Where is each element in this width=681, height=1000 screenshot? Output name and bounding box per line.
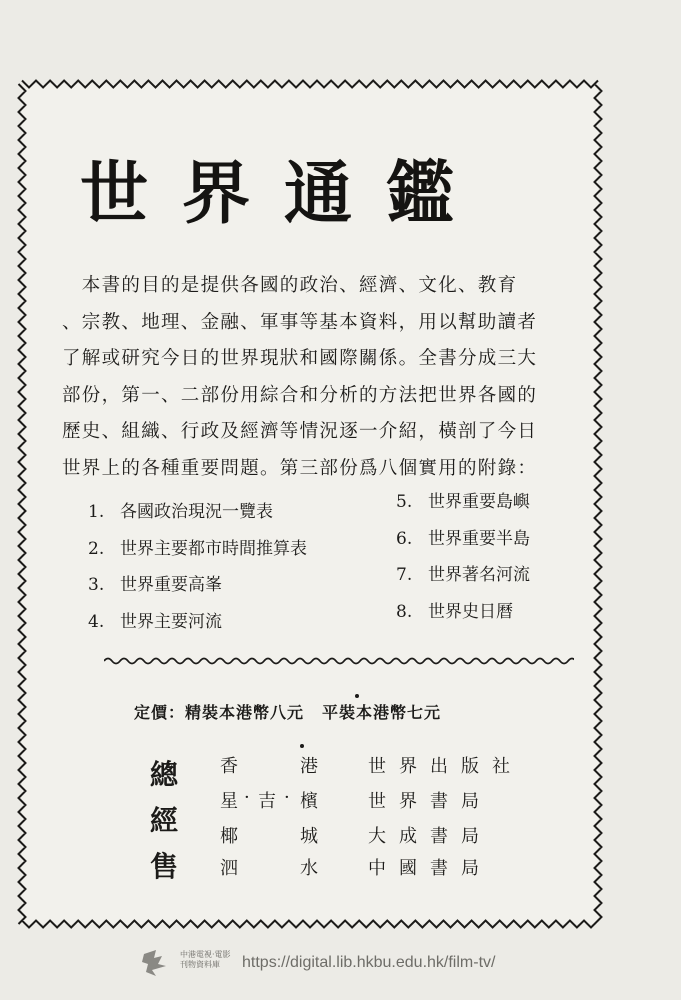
distributor-name: 中國書局 (368, 858, 492, 879)
intro-line: 部份，第一、二部份用綜合和分析的方法把世界各國的 (62, 384, 538, 406)
wavy-divider (104, 655, 574, 667)
intro-line: 了解或研究今日的世界現狀和國際關係。全書分成三大 (62, 348, 538, 370)
appendix-item: 7. 世界著名河流 (396, 565, 530, 585)
distributor-name: 大成書局 (368, 826, 492, 847)
book-title: 世界通鑑 (80, 155, 489, 234)
intro-line: 歷史、組織、行政及經濟等情況逐一介紹，橫剖了今日 (62, 421, 538, 443)
scanned-page: 世界通鑑 本書的目的是提供各國的政治、經濟、文化、教育 、宗教、地理、金融、軍事等基本資料，用以幫助讀者 了解或研究今日的世界現狀和國際關係。全書分成三大 部份，第一、二部份用綜合和分析的方法把世界各國的 歷史、組織、行政及經濟等情況逐一介紹，橫剖了今日 世界上的各種重要問題。第三部份爲八個實用的附錄： 1. 各國政治現況一覽表 2. 世界主要都市時間推算表 3. 世界重要高峯 4. 世界主要河流 5. 世界重要島嶼 6. 世界重要半島 7. 世界著名河流 8. 世界史日曆 定價：精裝本港幣八元 平裝本港幣七元 總 經 售 香 港 世界出版社 星 · 吉 · 檳 世界書局 椰 城 大成書局 泗 水 中國書局 中港電視·電影 刊物資料庫 https://digital.lib.hkbu.edu.hk/film-tv/ (0, 0, 681, 1000)
distributor-name: 世界書局 (368, 791, 492, 812)
appendix-list-left (88, 494, 307, 640)
appendix-list-right (396, 484, 530, 630)
separator-dot (300, 744, 304, 748)
library-logo-icon (140, 948, 174, 978)
distributor-name: 世界出版社 (368, 756, 523, 777)
intro-paragraph (62, 268, 582, 488)
appendix-item: 1. 各國政治現況一覽表 (88, 502, 273, 522)
appendix-item: 4. 世界主要河流 (88, 611, 222, 632)
intro-line: 、宗教、地理、金融、軍事等基本資料，用以幫助讀者 (62, 311, 538, 333)
hardcover-price: 精裝本港幣八元 (185, 703, 305, 722)
appendix-item: 3. 世界重要高峯 (88, 575, 222, 595)
price-line (134, 700, 441, 723)
distributor-heading: 總 經 售 (149, 758, 178, 883)
appendix-item: 6. 世界重要半島 (396, 528, 530, 549)
watermark-org: 中港電視·電影 刊物資料庫 (180, 950, 231, 969)
appendix-item: 5. 世界重要島嶼 (396, 492, 530, 512)
intro-line: 世界上的各種重要問題。第三部份爲八個實用的附錄： (62, 457, 538, 479)
intro-line: 本書的目的是提供各國的政治、經濟、文化、教育 (62, 275, 518, 296)
appendix-item: 2. 世界主要都市時間推算表 (88, 538, 307, 559)
price-label: 定價： (134, 703, 186, 722)
appendix-item: 8. 世界史日曆 (396, 601, 513, 622)
watermark-url[interactable]: https://digital.lib.hkbu.edu.hk/film-tv/ (242, 954, 496, 971)
separator-dot (355, 694, 359, 698)
paperback-price: 平裝本港幣七元 (322, 703, 442, 722)
